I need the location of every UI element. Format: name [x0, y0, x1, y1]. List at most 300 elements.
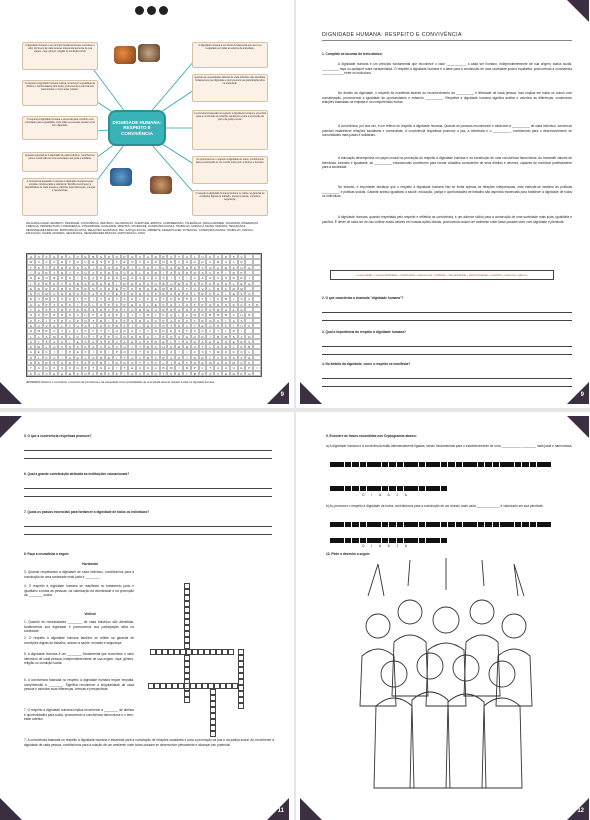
grid-letter[interactable]: U [136, 281, 144, 286]
grid-letter[interactable]: E [113, 291, 121, 296]
grid-letter[interactable]: U [74, 323, 82, 328]
grid-letter[interactable]: T [89, 318, 97, 323]
grid-letter[interactable]: R [35, 286, 43, 291]
grid-letter[interactable]: R [160, 355, 168, 360]
grid-letter[interactable]: S [199, 312, 207, 317]
grid-letter[interactable]: D [136, 291, 144, 296]
grid-letter[interactable]: K [183, 281, 191, 286]
grid-letter[interactable]: V [58, 344, 66, 349]
grid-letter[interactable]: P [105, 302, 113, 307]
grid-letter[interactable]: I [58, 355, 66, 360]
grid-letter[interactable]: H [74, 259, 82, 264]
grid-letter[interactable]: R [199, 291, 207, 296]
grid-letter[interactable]: P [121, 302, 129, 307]
grid-letter[interactable] [253, 371, 261, 376]
grid-letter[interactable]: Q [222, 360, 230, 365]
grid-letter[interactable]: G [183, 334, 191, 339]
grid-letter[interactable]: S [222, 339, 230, 344]
grid-letter[interactable]: N [58, 275, 66, 280]
grid-letter[interactable]: N [35, 254, 43, 259]
grid-letter[interactable]: I [89, 334, 97, 339]
grid-letter[interactable]: L [199, 365, 207, 370]
grid-letter[interactable]: K [167, 371, 175, 376]
grid-letter[interactable]: R [128, 291, 136, 296]
grid-letter[interactable]: R [74, 286, 82, 291]
grid-letter[interactable]: R [121, 281, 129, 286]
grid-letter[interactable]: A [50, 339, 58, 344]
grid-letter[interactable]: N [113, 270, 121, 275]
grid-letter[interactable]: I [152, 265, 160, 270]
grid-letter[interactable]: I [66, 339, 74, 344]
grid-letter[interactable]: N [27, 360, 35, 365]
grid-letter[interactable]: U [35, 323, 43, 328]
grid-letter[interactable]: U [128, 355, 136, 360]
grid-letter[interactable]: Y [136, 312, 144, 317]
grid-letter[interactable]: K [222, 355, 230, 360]
grid-letter[interactable]: D [97, 275, 105, 280]
grid-letter[interactable]: C [152, 360, 160, 365]
grid-letter[interactable]: K [206, 254, 214, 259]
grid-letter[interactable]: E [230, 291, 238, 296]
grid-letter[interactable]: G [128, 371, 136, 376]
grid-letter[interactable]: S [191, 328, 199, 333]
grid-letter[interactable]: A [199, 275, 207, 280]
grid-letter[interactable]: Z [50, 265, 58, 270]
grid-letter[interactable]: J [238, 334, 246, 339]
grid-letter[interactable]: C [191, 275, 199, 280]
grid-letter[interactable]: G [27, 323, 35, 328]
grid-letter[interactable]: D [105, 270, 113, 275]
grid-letter[interactable]: U [35, 296, 43, 301]
grid-letter[interactable]: T [245, 302, 253, 307]
grid-letter[interactable]: D [113, 323, 121, 328]
grid-letter[interactable]: R [58, 312, 66, 317]
grid-letter[interactable]: M [222, 312, 230, 317]
grid-letter[interactable]: U [152, 307, 160, 312]
grid-letter[interactable]: W [175, 265, 183, 270]
grid-letter[interactable]: T [58, 328, 66, 333]
grid-letter[interactable]: S [199, 270, 207, 275]
grid-letter[interactable]: H [58, 302, 66, 307]
grid-letter[interactable]: C [144, 275, 152, 280]
grid-letter[interactable]: U [74, 312, 82, 317]
grid-letter[interactable]: H [27, 254, 35, 259]
grid-letter[interactable]: S [27, 291, 35, 296]
grid-letter[interactable]: C [206, 259, 214, 264]
grid-letter[interactable]: V [199, 286, 207, 291]
grid-letter[interactable]: T [183, 328, 191, 333]
grid-letter[interactable]: O [206, 307, 214, 312]
grid-letter[interactable]: O [66, 365, 74, 370]
grid-letter[interactable]: Y [214, 328, 222, 333]
grid-letter[interactable]: I [183, 355, 191, 360]
grid-letter[interactable]: V [175, 259, 183, 264]
grid-letter[interactable]: I [222, 318, 230, 323]
grid-letter[interactable]: X [50, 365, 58, 370]
grid-letter[interactable]: T [50, 296, 58, 301]
grid-letter[interactable]: J [144, 360, 152, 365]
grid-letter[interactable]: A [89, 339, 97, 344]
grid-letter[interactable]: T [206, 365, 214, 370]
grid-letter[interactable]: C [43, 365, 51, 370]
grid-letter[interactable]: D [113, 307, 121, 312]
grid-letter[interactable]: A [183, 254, 191, 259]
grid-letter[interactable]: T [74, 296, 82, 301]
grid-letter[interactable]: L [66, 334, 74, 339]
grid-letter[interactable]: C [97, 265, 105, 270]
grid-letter[interactable]: R [128, 334, 136, 339]
grid-letter[interactable]: T [35, 318, 43, 323]
grid-letter[interactable]: H [58, 371, 66, 376]
grid-letter[interactable]: R [167, 307, 175, 312]
grid-letter[interactable]: S [74, 265, 82, 270]
grid-letter[interactable]: A [82, 360, 90, 365]
grid-letter[interactable]: H [35, 270, 43, 275]
grid-letter[interactable]: K [82, 344, 90, 349]
grid-letter[interactable]: U [183, 339, 191, 344]
grid-letter[interactable]: H [82, 270, 90, 275]
grid-letter[interactable]: E [214, 339, 222, 344]
grid-letter[interactable]: D [191, 270, 199, 275]
grid-letter[interactable]: O [128, 360, 136, 365]
grid-letter[interactable]: M [43, 291, 51, 296]
grid-letter[interactable]: P [245, 365, 253, 370]
grid-letter[interactable]: E [128, 302, 136, 307]
grid-letter[interactable]: F [238, 355, 246, 360]
grid-letter[interactable]: E [206, 339, 214, 344]
grid-letter[interactable]: A [175, 360, 183, 365]
grid-letter[interactable]: A [167, 302, 175, 307]
grid-letter[interactable]: A [82, 265, 90, 270]
grid-letter[interactable]: A [89, 371, 97, 376]
grid-letter[interactable]: N [82, 318, 90, 323]
grid-letter[interactable]: R [191, 355, 199, 360]
grid-letter[interactable]: A [35, 307, 43, 312]
grid-letter[interactable]: R [183, 365, 191, 370]
grid-letter[interactable]: V [136, 355, 144, 360]
grid-letter[interactable]: R [50, 312, 58, 317]
grid-letter[interactable]: L [27, 334, 35, 339]
grid-letter[interactable]: T [97, 328, 105, 333]
grid-letter[interactable]: A [152, 296, 160, 301]
grid-letter[interactable]: S [89, 307, 97, 312]
grid-letter[interactable]: A [113, 302, 121, 307]
grid-letter[interactable]: D [199, 355, 207, 360]
grid-letter[interactable]: A [58, 360, 66, 365]
grid-letter[interactable]: A [144, 318, 152, 323]
grid-letter[interactable]: O [245, 291, 253, 296]
grid-letter[interactable]: U [199, 254, 207, 259]
grid-letter[interactable]: P [66, 307, 74, 312]
grid-letter[interactable]: I [58, 349, 66, 354]
grid-letter[interactable]: K [160, 302, 168, 307]
grid-letter[interactable]: L [222, 328, 230, 333]
grid-letter[interactable]: P [175, 318, 183, 323]
grid-letter[interactable]: T [105, 328, 113, 333]
grid-letter[interactable]: P [144, 339, 152, 344]
grid-letter[interactable]: U [183, 302, 191, 307]
grid-letter[interactable]: S [238, 296, 246, 301]
grid-letter[interactable]: E [222, 344, 230, 349]
grid-letter[interactable]: I [206, 296, 214, 301]
grid-letter[interactable]: C [50, 259, 58, 264]
grid-letter[interactable]: E [152, 286, 160, 291]
grid-letter[interactable]: N [58, 270, 66, 275]
grid-letter[interactable]: T [191, 318, 199, 323]
grid-letter[interactable]: D [105, 254, 113, 259]
grid-letter[interactable]: I [89, 265, 97, 270]
grid-letter[interactable]: G [50, 254, 58, 259]
grid-letter[interactable]: G [245, 265, 253, 270]
grid-letter[interactable]: C [66, 281, 74, 286]
grid-letter[interactable]: T [121, 355, 129, 360]
grid-letter[interactable]: A [121, 296, 129, 301]
grid-letter[interactable]: U [136, 365, 144, 370]
grid-letter[interactable]: C [43, 349, 51, 354]
grid-letter[interactable]: I [175, 365, 183, 370]
grid-letter[interactable]: P [183, 296, 191, 301]
grid-letter[interactable]: P [214, 270, 222, 275]
grid-letter[interactable]: D [82, 275, 90, 280]
grid-letter[interactable]: O [144, 270, 152, 275]
grid-letter[interactable]: T [136, 360, 144, 365]
grid-letter[interactable]: R [43, 328, 51, 333]
grid-letter[interactable]: S [238, 291, 246, 296]
grid-letter[interactable]: A [152, 275, 160, 280]
answer-line[interactable] [322, 354, 572, 355]
grid-letter[interactable]: D [183, 344, 191, 349]
grid-letter[interactable]: S [167, 265, 175, 270]
grid-letter[interactable]: N [97, 365, 105, 370]
grid-letter[interactable]: E [113, 286, 121, 291]
grid-letter[interactable]: P [121, 318, 129, 323]
grid-letter[interactable]: D [144, 349, 152, 354]
grid-letter[interactable]: P [238, 270, 246, 275]
grid-letter[interactable]: P [66, 265, 74, 270]
answer-line[interactable] [24, 534, 272, 535]
grid-letter[interactable]: C [183, 318, 191, 323]
grid-letter[interactable]: E [35, 349, 43, 354]
grid-letter[interactable]: I [105, 318, 113, 323]
grid-letter[interactable]: R [230, 328, 238, 333]
grid-letter[interactable]: R [199, 334, 207, 339]
grid-letter[interactable]: O [128, 259, 136, 264]
grid-letter[interactable]: V [105, 307, 113, 312]
grid-letter[interactable]: A [27, 339, 35, 344]
grid-letter[interactable]: T [121, 307, 129, 312]
grid-letter[interactable]: D [97, 349, 105, 354]
grid-letter[interactable]: C [214, 318, 222, 323]
grid-letter[interactable]: E [35, 275, 43, 280]
grid-letter[interactable]: E [74, 339, 82, 344]
grid-letter[interactable]: N [105, 296, 113, 301]
grid-letter[interactable]: Q [222, 302, 230, 307]
grid-letter[interactable]: A [152, 365, 160, 370]
grid-letter[interactable]: C [136, 302, 144, 307]
grid-letter[interactable]: I [128, 344, 136, 349]
grid-letter[interactable]: A [144, 259, 152, 264]
grid-letter[interactable]: E [238, 365, 246, 370]
grid-letter[interactable]: E [50, 371, 58, 376]
grid-letter[interactable]: K [238, 371, 246, 376]
grid-letter[interactable]: C [206, 270, 214, 275]
grid-letter[interactable]: R [58, 265, 66, 270]
grid-letter[interactable]: D [230, 302, 238, 307]
grid-letter[interactable]: J [175, 302, 183, 307]
grid-letter[interactable]: G [191, 259, 199, 264]
grid-letter[interactable]: L [230, 296, 238, 301]
grid-letter[interactable]: J [128, 312, 136, 317]
grid-letter[interactable]: L [136, 265, 144, 270]
grid-letter[interactable]: K [97, 302, 105, 307]
grid-letter[interactable]: O [105, 339, 113, 344]
grid-letter[interactable]: M [167, 365, 175, 370]
grid-letter[interactable]: K [199, 307, 207, 312]
grid-letter[interactable]: L [136, 270, 144, 275]
grid-letter[interactable]: U [82, 312, 90, 317]
grid-letter[interactable]: A [183, 312, 191, 317]
grid-letter[interactable]: T [160, 371, 168, 376]
grid-letter[interactable]: F [167, 344, 175, 349]
grid-letter[interactable]: M [43, 296, 51, 301]
grid-letter[interactable]: X [82, 349, 90, 354]
grid-letter[interactable]: E [128, 365, 136, 370]
grid-letter[interactable]: X [74, 344, 82, 349]
grid-letter[interactable]: U [191, 296, 199, 301]
grid-letter[interactable]: S [35, 360, 43, 365]
grid-letter[interactable]: U [66, 355, 74, 360]
crossword-cell[interactable] [228, 649, 234, 655]
grid-letter[interactable]: T [160, 296, 168, 301]
grid-letter[interactable]: O [183, 270, 191, 275]
grid-letter[interactable]: N [66, 312, 74, 317]
grid-letter[interactable]: C [191, 349, 199, 354]
grid-letter[interactable]: I [183, 349, 191, 354]
grid-letter[interactable]: R [121, 275, 129, 280]
grid-letter[interactable]: T [183, 360, 191, 365]
grid-letter[interactable]: Y [144, 328, 152, 333]
grid-letter[interactable]: T [121, 365, 129, 370]
grid-letter[interactable]: O [105, 286, 113, 291]
grid-letter[interactable]: A [89, 275, 97, 280]
grid-letter[interactable]: R [43, 270, 51, 275]
grid-letter[interactable]: S [97, 339, 105, 344]
grid-letter[interactable]: I [43, 318, 51, 323]
grid-letter[interactable]: P [160, 318, 168, 323]
answer-line[interactable] [322, 312, 572, 313]
grid-letter[interactable]: S [27, 344, 35, 349]
grid-letter[interactable]: T [113, 259, 121, 264]
grid-letter[interactable]: E [82, 254, 90, 259]
grid-letter[interactable]: D [74, 355, 82, 360]
grid-letter[interactable]: R [144, 312, 152, 317]
grid-letter[interactable]: A [121, 339, 129, 344]
grid-letter[interactable]: O [74, 334, 82, 339]
grid-letter[interactable]: I [121, 312, 129, 317]
grid-letter[interactable]: N [160, 259, 168, 264]
grid-letter[interactable]: E [128, 296, 136, 301]
grid-letter[interactable]: A [105, 344, 113, 349]
grid-letter[interactable]: I [238, 328, 246, 333]
grid-letter[interactable]: V [136, 259, 144, 264]
grid-letter[interactable]: C [50, 328, 58, 333]
grid-letter[interactable]: L [160, 360, 168, 365]
grid-letter[interactable]: R [58, 291, 66, 296]
grid-letter[interactable]: F [245, 323, 253, 328]
grid-letter[interactable]: R [58, 259, 66, 264]
grid-letter[interactable]: S [191, 281, 199, 286]
grid-letter[interactable]: A [167, 318, 175, 323]
grid-letter[interactable]: I [245, 275, 253, 280]
grid-letter[interactable]: C [152, 323, 160, 328]
grid-letter[interactable]: K [66, 296, 74, 301]
grid-letter[interactable]: N [222, 275, 230, 280]
grid-letter[interactable]: M [214, 307, 222, 312]
grid-letter[interactable]: V [136, 371, 144, 376]
grid-letter[interactable]: Z [206, 371, 214, 376]
grid-letter[interactable]: S [230, 355, 238, 360]
grid-letter[interactable]: A [245, 296, 253, 301]
grid-letter[interactable]: U [238, 323, 246, 328]
grid-letter[interactable]: C [191, 286, 199, 291]
grid-letter[interactable]: S [128, 318, 136, 323]
coloring-illustration[interactable] [348, 556, 544, 796]
grid-letter[interactable]: D [167, 296, 175, 301]
grid-letter[interactable]: S [128, 328, 136, 333]
grid-letter[interactable]: S [97, 259, 105, 264]
grid-letter[interactable]: I [113, 281, 121, 286]
grid-letter[interactable]: I [167, 275, 175, 280]
grid-letter[interactable]: M [206, 360, 214, 365]
grid-letter[interactable]: Z [27, 318, 35, 323]
grid-letter[interactable]: B [160, 281, 168, 286]
grid-letter[interactable]: P [66, 349, 74, 354]
grid-letter[interactable]: C [97, 286, 105, 291]
answer-line[interactable] [322, 320, 572, 321]
grid-letter[interactable]: P [199, 302, 207, 307]
grid-letter[interactable]: B [160, 365, 168, 370]
grid-letter[interactable]: I [74, 275, 82, 280]
grid-letter[interactable]: Y [175, 339, 183, 344]
grid-letter[interactable]: A [97, 323, 105, 328]
answer-line[interactable] [24, 488, 272, 489]
grid-letter[interactable]: G [97, 312, 105, 317]
grid-letter[interactable]: P [58, 318, 66, 323]
grid-letter[interactable]: D [199, 259, 207, 264]
grid-letter[interactable]: E [128, 339, 136, 344]
grid-letter[interactable]: R [175, 296, 183, 301]
grid-letter[interactable]: L [206, 286, 214, 291]
grid-letter[interactable]: P [89, 312, 97, 317]
grid-letter[interactable]: N [152, 328, 160, 333]
grid-letter[interactable]: A [27, 302, 35, 307]
grid-letter[interactable]: D [89, 281, 97, 286]
grid-letter[interactable]: C [144, 371, 152, 376]
grid-letter[interactable]: S [35, 312, 43, 317]
grid-letter[interactable]: D [175, 291, 183, 296]
grid-letter[interactable]: E [74, 349, 82, 354]
grid-letter[interactable]: A [82, 323, 90, 328]
grid-letter[interactable]: M [191, 312, 199, 317]
grid-letter[interactable]: V [113, 296, 121, 301]
grid-letter[interactable]: L [82, 355, 90, 360]
grid-letter[interactable]: Q [167, 312, 175, 317]
grid-letter[interactable]: L [89, 302, 97, 307]
grid-letter[interactable]: I [222, 291, 230, 296]
grid-letter[interactable]: A [199, 339, 207, 344]
grid-letter[interactable]: E [27, 286, 35, 291]
grid-letter[interactable]: A [35, 302, 43, 307]
